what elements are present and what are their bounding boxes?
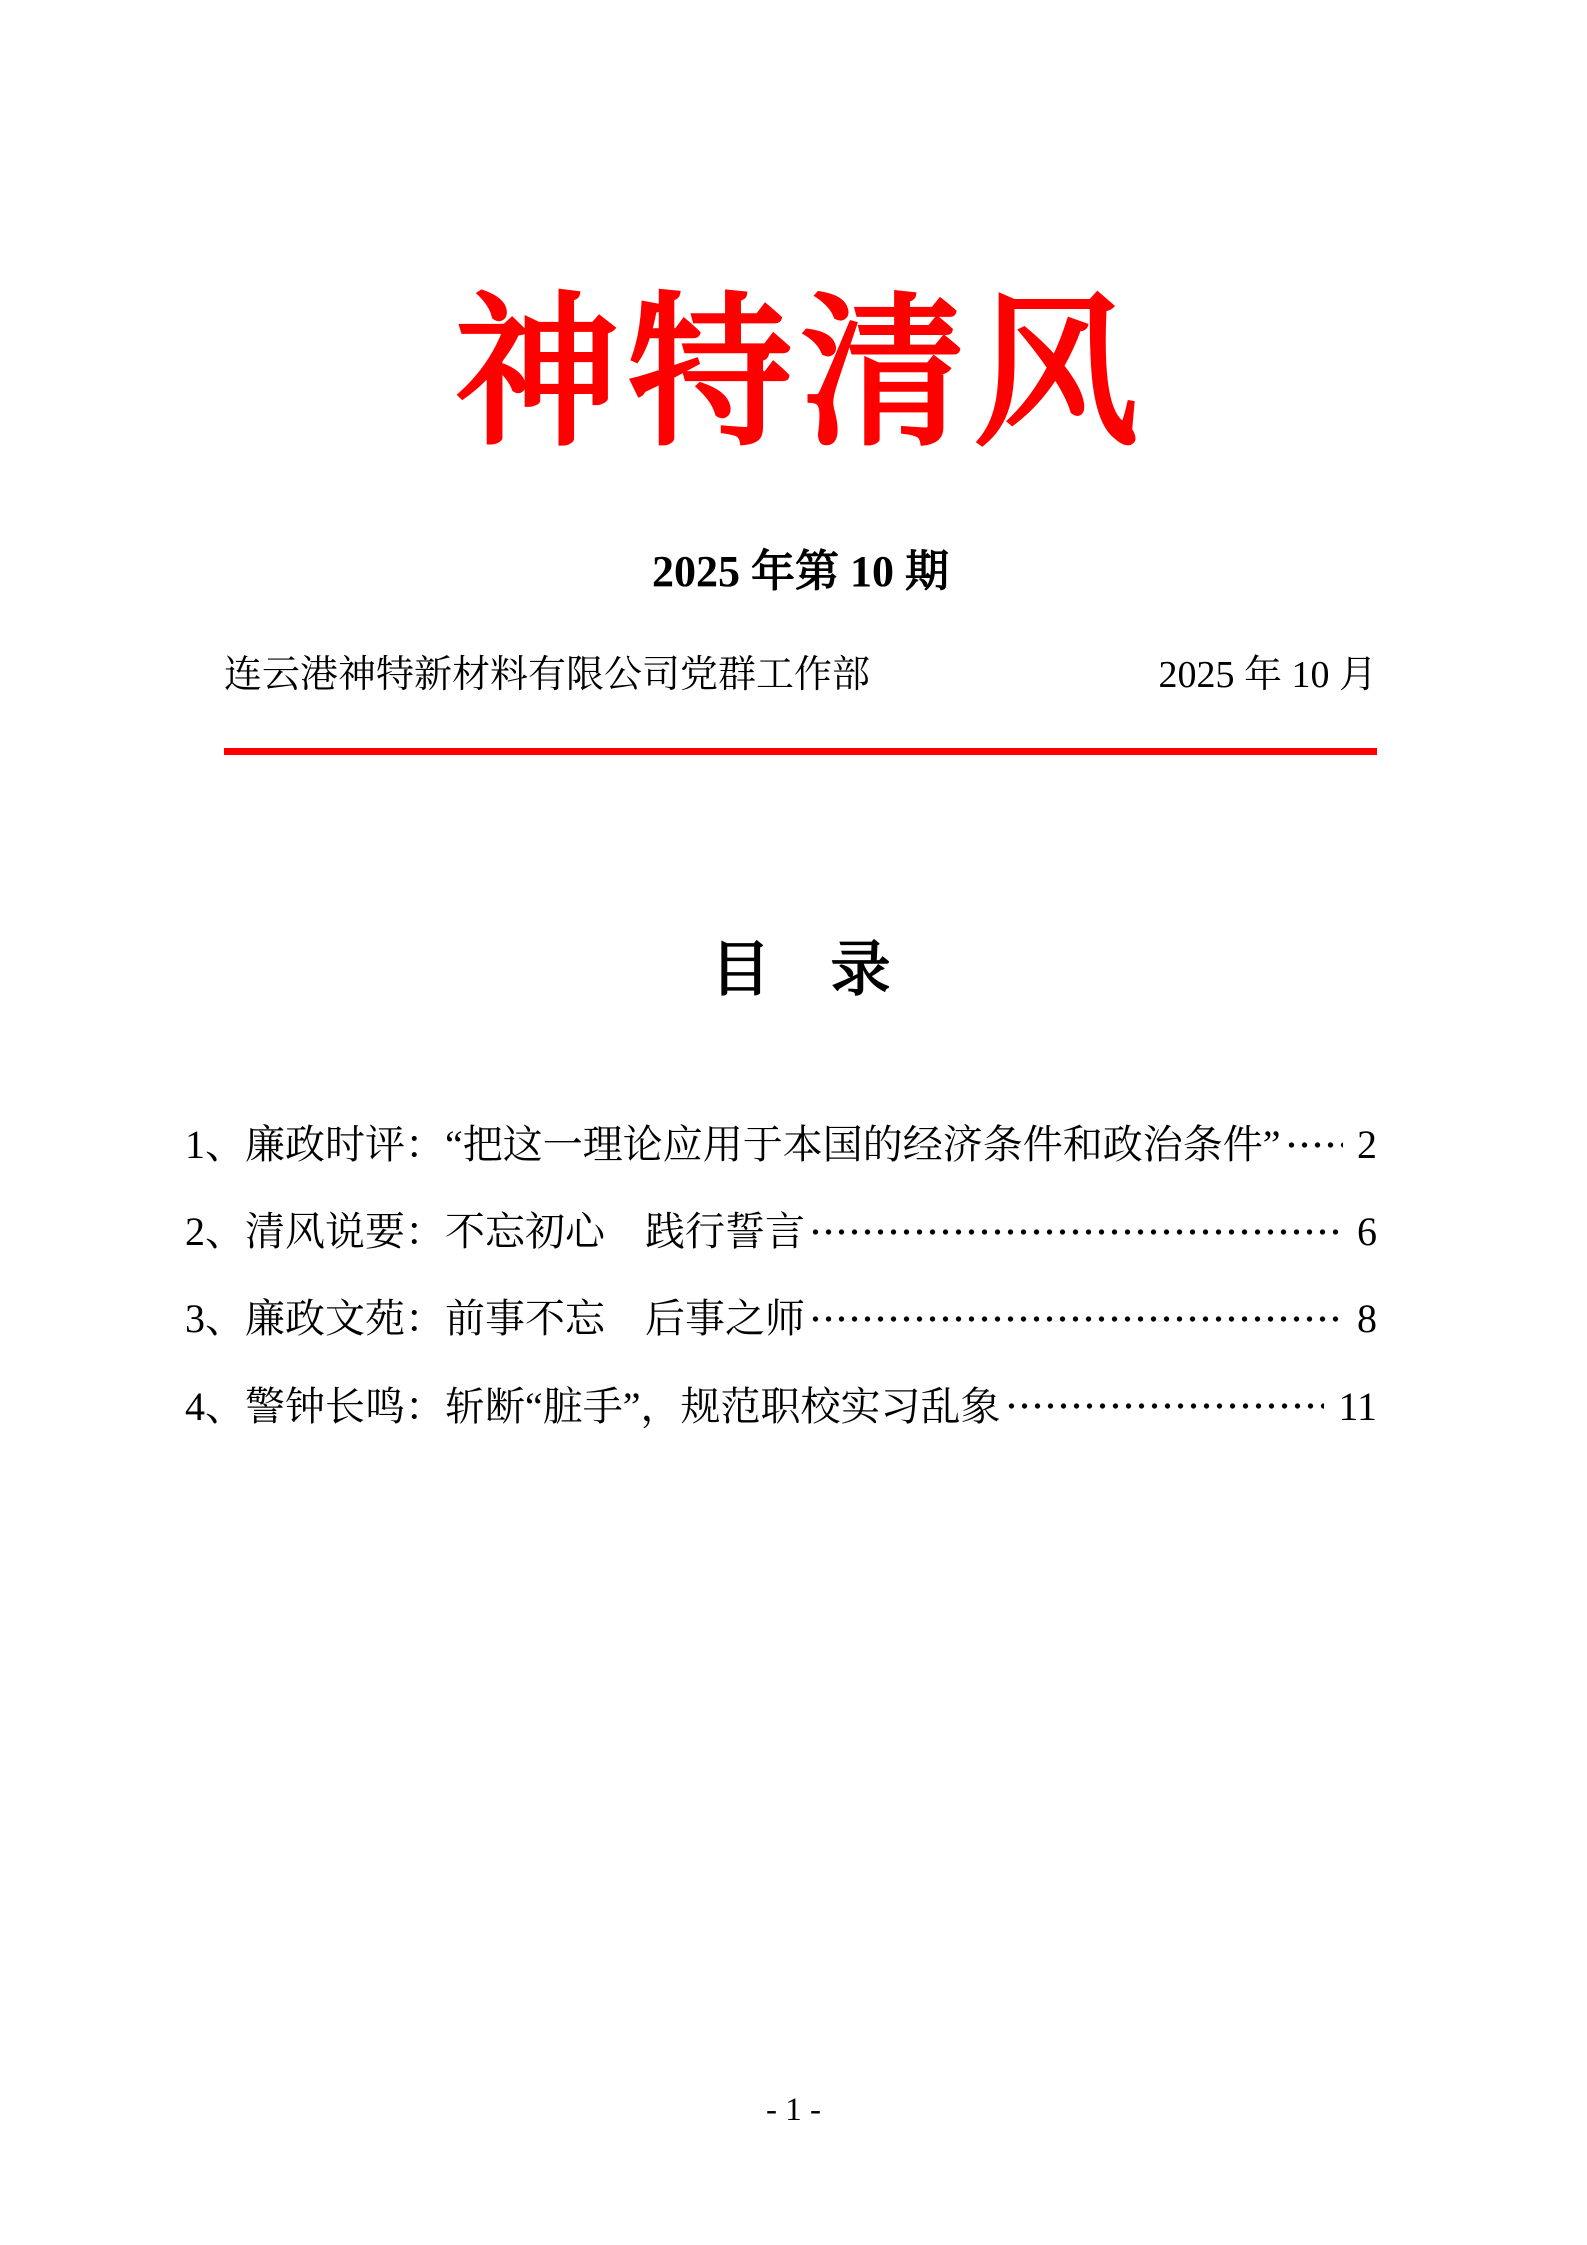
toc-entry [185, 1123, 1377, 1166]
toc-leader-dots [1285, 1125, 1343, 1165]
toc-entry [185, 1297, 1377, 1340]
toc-entry-label: 1、廉政时评：“把这一理论应用于本国的经济条件和政治条件” [185, 1123, 1281, 1167]
toc-leader-dots [809, 1212, 1343, 1252]
toc-entry-label: 3、廉政文苑：前事不忘 后事之师 [185, 1297, 805, 1341]
toc-entry-label: 4、警钟长鸣：斩断“脏手”，规范职校实习乱象 [185, 1384, 1001, 1428]
toc-list [185, 1123, 1377, 1428]
toc-entry-page-number: 2 [1357, 1122, 1377, 1167]
page-number-footer: - 1 - [766, 2092, 821, 2128]
toc-entry-label: 2、清风说要：不忘初心 践行誓言 [185, 1210, 805, 1254]
publisher-row [224, 656, 1377, 694]
toc-heading: 目 录 [710, 937, 891, 1003]
toc-entry [185, 1210, 1377, 1253]
toc-entry [185, 1385, 1377, 1428]
toc-leader-dots [1005, 1386, 1325, 1426]
toc-entry-page-number: 11 [1338, 1383, 1377, 1429]
masthead-divider-rule [224, 748, 1377, 755]
toc-leader-dots [809, 1299, 1343, 1339]
publisher-name: 连云港神特新材料有限公司党群工作部 [224, 654, 871, 696]
publish-date: 2025 年 10 月 [1158, 654, 1377, 696]
toc-entry-page-number: 8 [1357, 1296, 1377, 1342]
toc-entry-page-number: 6 [1357, 1209, 1377, 1255]
newsletter-title: 神特清风 [454, 283, 1147, 466]
issue-number: 2025 年第 10 期 [652, 547, 949, 596]
